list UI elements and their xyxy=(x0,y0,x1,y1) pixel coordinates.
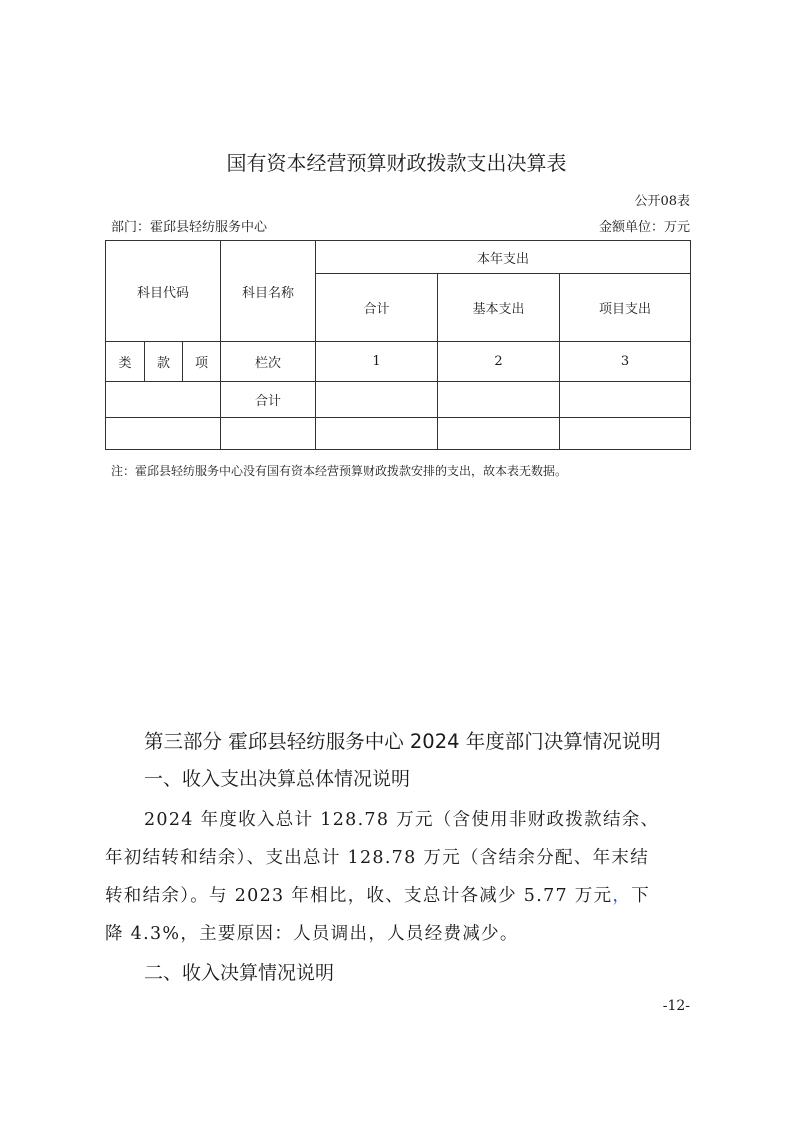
paragraph-line-3 xyxy=(105,882,650,907)
section2-title: 二、收入决算情况说明 xyxy=(144,962,335,984)
index-column-label: 栏次 xyxy=(221,342,316,382)
header-subject-name: 科目名称 xyxy=(221,241,316,342)
header-project-expenditure: 项目支出 xyxy=(560,274,691,342)
page-number: -12- xyxy=(662,998,690,1014)
empty-row-code xyxy=(106,418,221,450)
header-current-year-expenditure: 本年支出 xyxy=(316,241,691,274)
paragraph-line-2: 年初结转和结余）、支出总计 128.78 万元（含结余分配、年末结 xyxy=(105,848,650,868)
form-number: 公开08表 xyxy=(634,194,690,209)
department-label: 部门：霍邱县轻纺服务中心 xyxy=(111,220,268,235)
total-row-project xyxy=(560,382,691,418)
table-note: 注：霍邱县轻纺服务中心没有国有资本经营预算财政拨款安排的支出，故本表无数据。 xyxy=(111,464,568,478)
table-title: 国有资本经营预算财政拨款支出决算表 xyxy=(226,151,567,175)
paragraph-line-3-end: 下 xyxy=(631,886,651,906)
empty-row-total xyxy=(316,418,438,450)
header-basic-expenditure: 基本支出 xyxy=(438,274,560,342)
header-total: 合计 xyxy=(316,274,438,342)
index-section: 款 xyxy=(145,342,183,382)
index-item: 项 xyxy=(183,342,221,382)
paragraph-line-4: 降 4.3%，主要原因：人员调出，人员经费减少。 xyxy=(105,924,519,944)
section1-title: 一、收入支出决算总体情况说明 xyxy=(144,768,411,790)
paragraph-line-1: 2024 年度收入总计 128.78 万元（含使用非财政拨款结余、 xyxy=(144,810,660,830)
empty-row-project xyxy=(560,418,691,450)
total-row-total xyxy=(316,382,438,418)
part-title: 第三部分 霍邱县轻纺服务中心 2024 年度部门决算情况说明 xyxy=(144,730,661,753)
expenditure-table xyxy=(105,240,691,450)
total-row-code xyxy=(106,382,221,418)
empty-row-name xyxy=(221,418,316,450)
total-row-basic xyxy=(438,382,560,418)
index-col3: 3 xyxy=(560,342,691,382)
total-row-label: 合计 xyxy=(221,382,316,418)
header-subject-code: 科目代码 xyxy=(106,241,221,342)
index-col1: 1 xyxy=(316,342,438,382)
empty-row-basic xyxy=(438,418,560,450)
unit-label: 金额单位：万元 xyxy=(598,220,690,235)
paragraph-comma: ， xyxy=(612,886,632,906)
index-category: 类 xyxy=(106,342,145,382)
index-col2: 2 xyxy=(438,342,560,382)
paragraph-line-3-text: 转和结余）。与 2023 年相比，收、支总计各减少 5.77 万元 xyxy=(105,886,613,906)
